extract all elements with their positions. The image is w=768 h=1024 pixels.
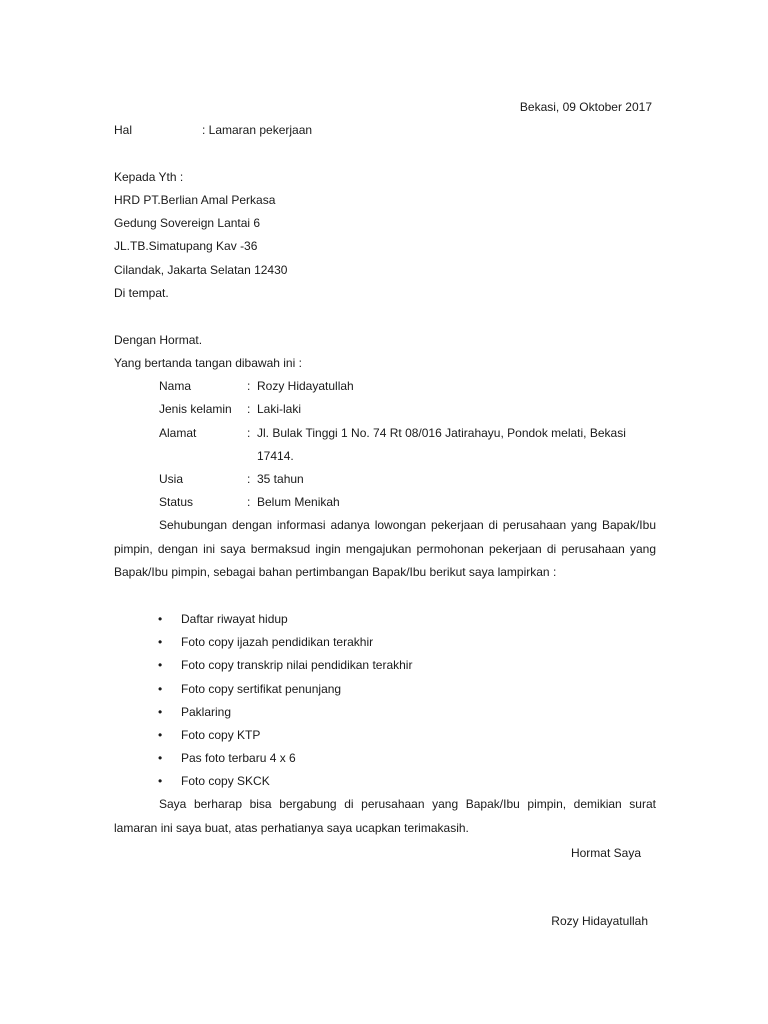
field-colon: : (247, 495, 251, 509)
list-item (158, 611, 412, 634)
letter-date: Bekasi, 09 Oktober 2017 (519, 100, 652, 114)
field-value-usia: 35 tahun (257, 472, 304, 486)
recipient-street: JL.TB.Simatupang Kav -36 (114, 239, 258, 253)
field-colon: : (247, 402, 251, 416)
field-label-alamat: Alamat (159, 426, 197, 440)
list-item (158, 727, 412, 750)
list-item-text: Paklaring (181, 704, 232, 719)
subject-label: Hal (114, 123, 133, 137)
field-colon: : (247, 426, 251, 440)
list-item-text: Pas foto terbaru 4 x 6 (181, 751, 296, 766)
list-item (158, 657, 412, 680)
recipient-city: Cilandak, Jakarta Selatan 12430 (114, 263, 288, 277)
subject-value: : Lamaran pekerjaan (202, 123, 313, 137)
list-item-text: Daftar riwayat hidup (181, 612, 288, 626)
signer-name: Rozy Hidayatullah (551, 914, 648, 928)
field-label-nama: Nama (159, 379, 192, 393)
bullet-icon: • (158, 774, 163, 789)
bullet-icon: • (158, 704, 163, 719)
list-item (158, 750, 412, 773)
field-colon: : (247, 472, 251, 486)
bullet-icon: • (158, 612, 163, 626)
salutation: Dengan Hormat. (114, 333, 203, 347)
recipient-company: HRD PT.Berlian Amal Perkasa (114, 193, 276, 207)
recipient-building: Gedung Sovereign Lantai 6 (114, 216, 261, 230)
list-item (158, 634, 412, 657)
recipient-greeting: Kepada Yth : (114, 170, 184, 184)
bullet-icon: • (158, 658, 163, 673)
list-item-text: Foto copy sertifikat penunjang (181, 681, 342, 696)
field-label-jenis-kelamin: Jenis kelamin (159, 402, 232, 416)
list-item-text: Foto copy KTP (181, 727, 261, 742)
bullet-icon: • (158, 635, 163, 650)
list-item (158, 704, 412, 727)
bullet-icon: • (158, 751, 163, 766)
field-value-alamat-cont: 17414. (257, 449, 294, 463)
intro-line: Yang bertanda tangan dibawah ini : (114, 356, 302, 370)
closing-paragraph: Saya berharap bisa bergabung di perusahaan yang Bapak/Ibu pimpin, demikian surat lamaran ini saya buat, atas perhatianya saya ucapkan terimakasih. (114, 797, 656, 835)
list-item-text: Foto copy transkrip nilai pendidikan terakhir (181, 658, 413, 673)
bullet-icon: • (158, 727, 163, 742)
bullet-icon: • (158, 681, 163, 696)
field-value-jenis-kelamin: Laki-laki (257, 402, 302, 416)
list-item-text: Foto copy ijazah pendidikan terakhir (181, 635, 374, 650)
field-colon: : (247, 379, 251, 393)
list-item (158, 681, 412, 704)
closing-phrase: Hormat Saya (570, 846, 641, 860)
field-value-nama: Rozy Hidayatullah (257, 379, 354, 393)
field-label-status: Status (159, 495, 194, 509)
recipient-location: Di tempat. (114, 286, 169, 300)
field-value-alamat: Jl. Bulak Tinggi 1 No. 74 Rt 08/016 Jatirahayu, Pondok melati, Bekasi (257, 426, 626, 440)
body-paragraph: Sehubungan dengan informasi adanya lowongan pekerjaan di perusahaan yang Bapak/Ibu pimpin, dengan ini saya bermaksud ingin mengajukan permohonan pekerjaan di perusahaan yang Bapak/Ibu pimpin, sebagai bahan pertimbangan Bapak/Ibu berikut saya lampirkan : (114, 518, 656, 579)
field-value-status: Belum Menikah (257, 495, 340, 509)
list-item-text: Foto copy SKCK (181, 774, 270, 789)
field-label-usia: Usia (159, 472, 184, 486)
attachments-list (158, 611, 412, 797)
